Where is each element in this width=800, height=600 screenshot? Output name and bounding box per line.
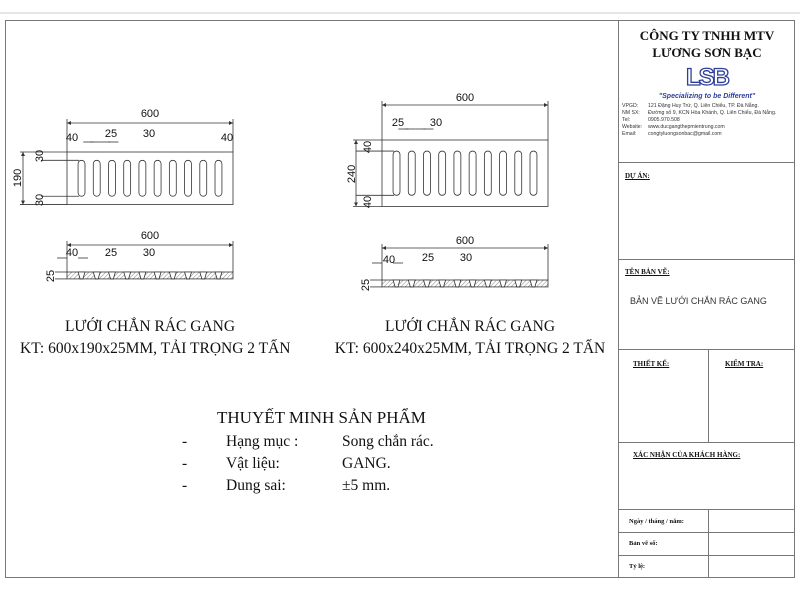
- spec-value: Song chắn rác.: [342, 433, 434, 450]
- drawing-name-label: TÊN BẢN VẼ:: [625, 268, 670, 276]
- divider: [708, 510, 709, 532]
- dim-end-bottom: 40: [362, 195, 374, 209]
- dim-width: 190: [12, 168, 24, 188]
- divider: [708, 533, 709, 555]
- slot: [124, 160, 131, 196]
- dim-section-length: 600: [455, 235, 475, 247]
- dim-section-gap: 30: [459, 252, 473, 264]
- company-logo: LSB: [686, 64, 728, 91]
- slot: [139, 160, 146, 196]
- spec-value: GANG.: [342, 455, 391, 472]
- info-value: www.ducgangthepmientrung.com: [648, 124, 725, 130]
- dim-margin-right: 40: [220, 132, 234, 144]
- dim-end-top: 40: [362, 140, 374, 154]
- company-header: [619, 20, 795, 163]
- dim-end-bottom: 30: [34, 193, 46, 207]
- slot: [408, 151, 415, 195]
- dim-width: 240: [346, 164, 358, 184]
- slot: [109, 160, 116, 196]
- spec-label: Dung sai:: [226, 477, 286, 494]
- checker-label: KIỂM TRA:: [725, 360, 764, 368]
- divider: [708, 556, 709, 578]
- slot: [424, 151, 431, 195]
- dim-end-top: 30: [34, 149, 46, 163]
- dim-slot: 25: [104, 128, 118, 140]
- spec-title: THUYẾT MINH SẢN PHẨM: [217, 408, 426, 427]
- spec-label: Hạng mục :: [226, 433, 299, 450]
- slot: [515, 151, 522, 195]
- info-key: VPGD:: [622, 103, 639, 109]
- date-row: [619, 510, 795, 533]
- scale-row: [619, 556, 795, 578]
- drawing-name: BẢN VẼ LƯỚI CHẮN RÁC GANG: [630, 296, 767, 306]
- slot: [215, 160, 222, 196]
- drawing-name-cell: [619, 260, 795, 350]
- dim-margin-left: 40: [65, 132, 79, 144]
- dim-length: 600: [455, 92, 475, 104]
- slot: [530, 151, 537, 195]
- customer-label: XÁC NHẬN CỦA KHÁCH HÀNG:: [633, 451, 741, 459]
- title-block: [618, 20, 795, 578]
- slot: [154, 160, 161, 196]
- customer-cell: [619, 443, 795, 510]
- spec-bullet: -: [182, 433, 188, 450]
- slot: [500, 151, 507, 195]
- date-label: Ngày / tháng / năm:: [629, 518, 684, 525]
- slot: [454, 151, 461, 195]
- slot: [439, 151, 446, 195]
- caption-left-size: KT: 600x190x25MM, TẢI TRỌNG 2 TẤN: [20, 340, 291, 357]
- scale-label: Tỷ lệ:: [629, 563, 646, 570]
- dim-thickness: 25: [45, 269, 57, 283]
- divider: [708, 350, 709, 442]
- slot: [93, 160, 100, 196]
- info-key: Website:: [622, 124, 643, 130]
- section-view: [382, 280, 548, 287]
- company-name-line1: CÔNG TY TNHH MTV: [639, 28, 775, 43]
- dim-section-gap: 30: [142, 247, 156, 259]
- project-label: DỰ ÁN:: [625, 172, 650, 180]
- info-key: Email:: [622, 131, 637, 137]
- slogan: "Specializing to be Different": [658, 93, 756, 100]
- dim-thickness: 25: [360, 278, 372, 292]
- spec-label: Vật liệu:: [226, 455, 280, 472]
- caption-right-title: LƯỚI CHẮN RÁC GANG: [384, 318, 556, 335]
- dim-slot: 25: [391, 117, 405, 129]
- sheet-label: Bản vẽ số:: [629, 540, 658, 547]
- spec-value: ±5 mm.: [342, 477, 391, 494]
- sign-cells: [619, 350, 795, 443]
- info-value: 121 Đặng Huy Trứ, Q. Liên Chiểu, TP. Đà Nẵng.: [648, 103, 759, 109]
- slot: [484, 151, 491, 195]
- dim-section-margin: 40: [65, 247, 79, 259]
- info-key: Tel:: [622, 117, 631, 123]
- spec-bullet: -: [182, 477, 188, 494]
- designer-label: THIẾT KẾ:: [633, 360, 670, 368]
- spec-bullet: -: [182, 455, 188, 472]
- slot: [169, 160, 176, 196]
- dim-gap: 30: [142, 128, 156, 140]
- dim-section-margin: 40: [382, 254, 396, 266]
- slot: [393, 151, 400, 195]
- dim-gap: 30: [429, 117, 443, 129]
- section-view: [67, 272, 233, 279]
- plate-outline: [67, 152, 233, 205]
- dim-length: 600: [140, 108, 160, 120]
- sheet-row: [619, 533, 795, 556]
- dim-section-length: 600: [140, 230, 160, 242]
- dim-section-slot: 25: [421, 252, 435, 264]
- project-cell: [619, 163, 795, 260]
- company-name: [619, 27, 795, 61]
- info-value: congtyluongsonbac@gmail.com: [648, 131, 722, 137]
- slot: [78, 160, 85, 196]
- plate-outline: [382, 140, 548, 206]
- slot: [469, 151, 476, 195]
- company-info: [619, 100, 795, 138]
- info-key: NM SX:: [622, 110, 640, 116]
- info-value: Đường số 9, KCN Hòa Khánh, Q. Liên Chiểu, Đà Nẵng.: [648, 110, 777, 116]
- caption-left-title: LƯỚI CHẮN RÁC GANG: [64, 318, 236, 335]
- caption-right-size: KT: 600x240x25MM, TẢI TRỌNG 2 TẤN: [334, 340, 606, 357]
- info-value: 0905.970.508: [648, 117, 680, 123]
- company-name-line2: LƯƠNG SƠN BẠC: [652, 45, 762, 60]
- slot: [185, 160, 192, 196]
- dim-section-slot: 25: [104, 247, 118, 259]
- slot: [200, 160, 207, 196]
